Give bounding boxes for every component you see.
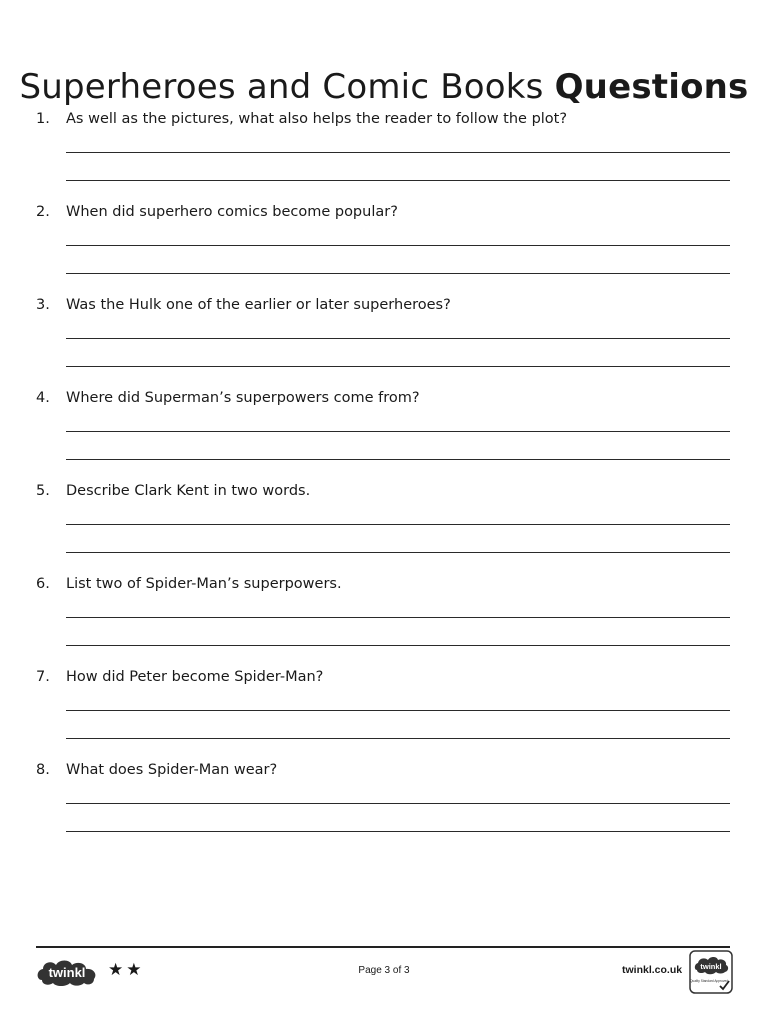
answer-line[interactable] xyxy=(66,459,730,460)
answer-line[interactable] xyxy=(66,431,730,432)
question-number: 5. xyxy=(36,483,50,499)
question-list xyxy=(0,105,768,849)
page-title xyxy=(0,63,768,111)
answer-line[interactable] xyxy=(66,338,730,339)
answer-line[interactable] xyxy=(66,710,730,711)
badge-caption: Quality Standard Approved xyxy=(689,979,729,983)
answer-line[interactable] xyxy=(66,273,730,274)
answer-line[interactable] xyxy=(66,831,730,832)
question-text: Where did Superman’s superpowers come from? xyxy=(66,390,420,406)
logo-text: twinkl xyxy=(48,965,86,980)
question-number: 7. xyxy=(36,669,50,685)
question-3 xyxy=(0,291,768,384)
question-text: When did superhero comics become popular? xyxy=(66,204,398,220)
answer-line[interactable] xyxy=(66,366,730,367)
question-number: 6. xyxy=(36,576,50,592)
answer-line[interactable] xyxy=(66,524,730,525)
question-number: 2. xyxy=(36,204,50,220)
answer-line[interactable] xyxy=(66,180,730,181)
question-text: As well as the pictures, what also helps the reader to follow the plot? xyxy=(66,111,568,127)
star-rating-icon: ★★ xyxy=(108,960,145,980)
answer-line[interactable] xyxy=(66,152,730,153)
quality-badge-icon xyxy=(689,950,733,994)
question-number: 1. xyxy=(36,111,50,127)
footer-divider xyxy=(36,946,730,948)
question-text: Describe Clark Kent in two words. xyxy=(66,483,311,499)
website-url: twinkl.co.uk xyxy=(622,964,683,976)
question-8 xyxy=(0,756,768,849)
question-5 xyxy=(0,477,768,570)
question-1 xyxy=(0,105,768,198)
question-7 xyxy=(0,663,768,756)
answer-line[interactable] xyxy=(66,245,730,246)
question-number: 8. xyxy=(36,762,50,778)
page-number: Page 3 of 3 xyxy=(358,965,410,976)
badge-brand: twinkl xyxy=(700,962,722,971)
question-text: Was the Hulk one of the earlier or later superheroes? xyxy=(66,297,451,313)
question-number: 3. xyxy=(36,297,50,313)
answer-line[interactable] xyxy=(66,803,730,804)
answer-line[interactable] xyxy=(66,738,730,739)
question-text: List two of Spider-Man’s superpowers. xyxy=(66,576,342,592)
title-bold: Questions xyxy=(554,66,749,107)
question-text: What does Spider-Man wear? xyxy=(66,762,278,778)
question-text: How did Peter become Spider-Man? xyxy=(66,669,324,685)
answer-line[interactable] xyxy=(66,645,730,646)
question-4 xyxy=(0,384,768,477)
question-6 xyxy=(0,570,768,663)
answer-line[interactable] xyxy=(66,617,730,618)
question-number: 4. xyxy=(36,390,50,406)
answer-line[interactable] xyxy=(66,552,730,553)
title-regular: Superheroes and Comic Books xyxy=(19,66,544,107)
question-2 xyxy=(0,198,768,291)
